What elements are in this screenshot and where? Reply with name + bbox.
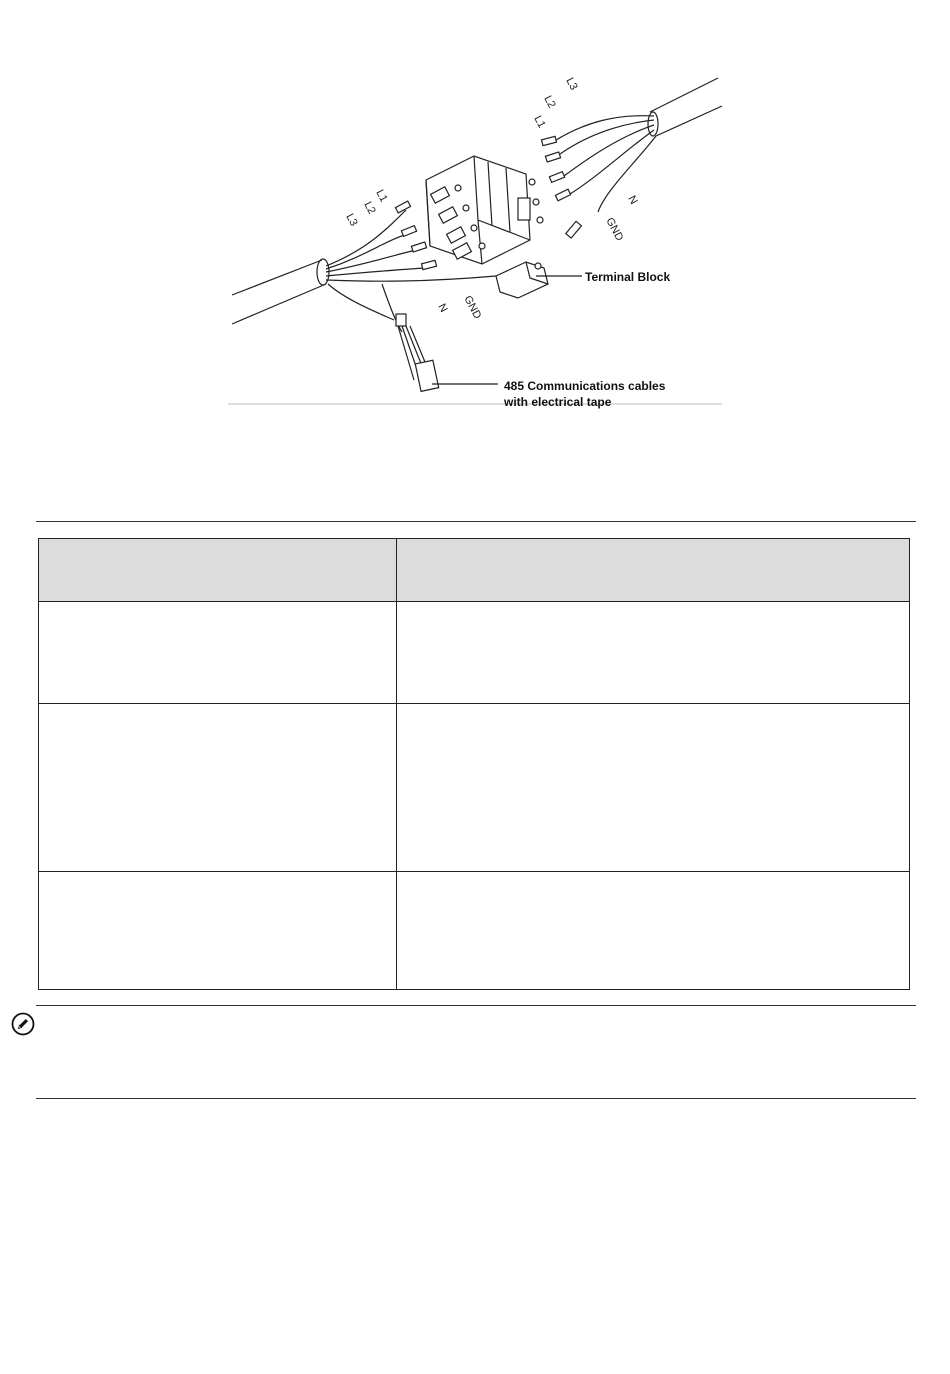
right-wires bbox=[556, 116, 656, 212]
table-cell bbox=[39, 872, 397, 990]
table-header-cell bbox=[397, 539, 910, 602]
table-cell bbox=[397, 602, 910, 704]
table-cell bbox=[397, 872, 910, 990]
table-cell bbox=[397, 704, 910, 872]
label-gnd-right: GND bbox=[603, 215, 626, 243]
label-l3-left: L3 bbox=[343, 211, 360, 229]
label-n-left: N bbox=[435, 301, 450, 315]
wiring-diagram bbox=[226, 70, 726, 410]
label-l2-right: L2 bbox=[541, 93, 558, 111]
label-l1-right: L1 bbox=[531, 113, 548, 131]
comm-cables-callout-line1: 485 Communications cables bbox=[504, 379, 666, 393]
label-l1-left: L1 bbox=[373, 187, 390, 205]
label-l3-right: L3 bbox=[563, 75, 580, 93]
table-cell bbox=[39, 602, 397, 704]
label-n-right: N bbox=[625, 193, 640, 207]
wiring-diagram-svg bbox=[226, 70, 726, 410]
terminal-block-body bbox=[426, 156, 543, 264]
note-rule-bottom bbox=[36, 1098, 916, 1099]
terminal-block-small bbox=[496, 262, 548, 298]
table-row bbox=[39, 872, 910, 990]
table-row bbox=[39, 704, 910, 872]
table-header-cell bbox=[39, 539, 397, 602]
table-header-row bbox=[39, 539, 910, 602]
pencil-icon bbox=[11, 1012, 35, 1036]
left-cable bbox=[232, 260, 326, 324]
section-rule-top bbox=[36, 521, 916, 522]
right-cable bbox=[650, 78, 722, 136]
label-gnd-left: GND bbox=[461, 293, 484, 321]
note-rule-top bbox=[36, 1005, 916, 1006]
label-l2-left: L2 bbox=[361, 199, 378, 217]
comm-cables bbox=[382, 284, 439, 391]
comm-cables-callout-line2: with electrical tape bbox=[504, 395, 612, 409]
table-row bbox=[39, 602, 910, 704]
terminal-block-callout: Terminal Block bbox=[585, 270, 671, 284]
right-ferrules bbox=[541, 136, 581, 238]
spec-table bbox=[38, 538, 910, 990]
table-cell bbox=[39, 704, 397, 872]
